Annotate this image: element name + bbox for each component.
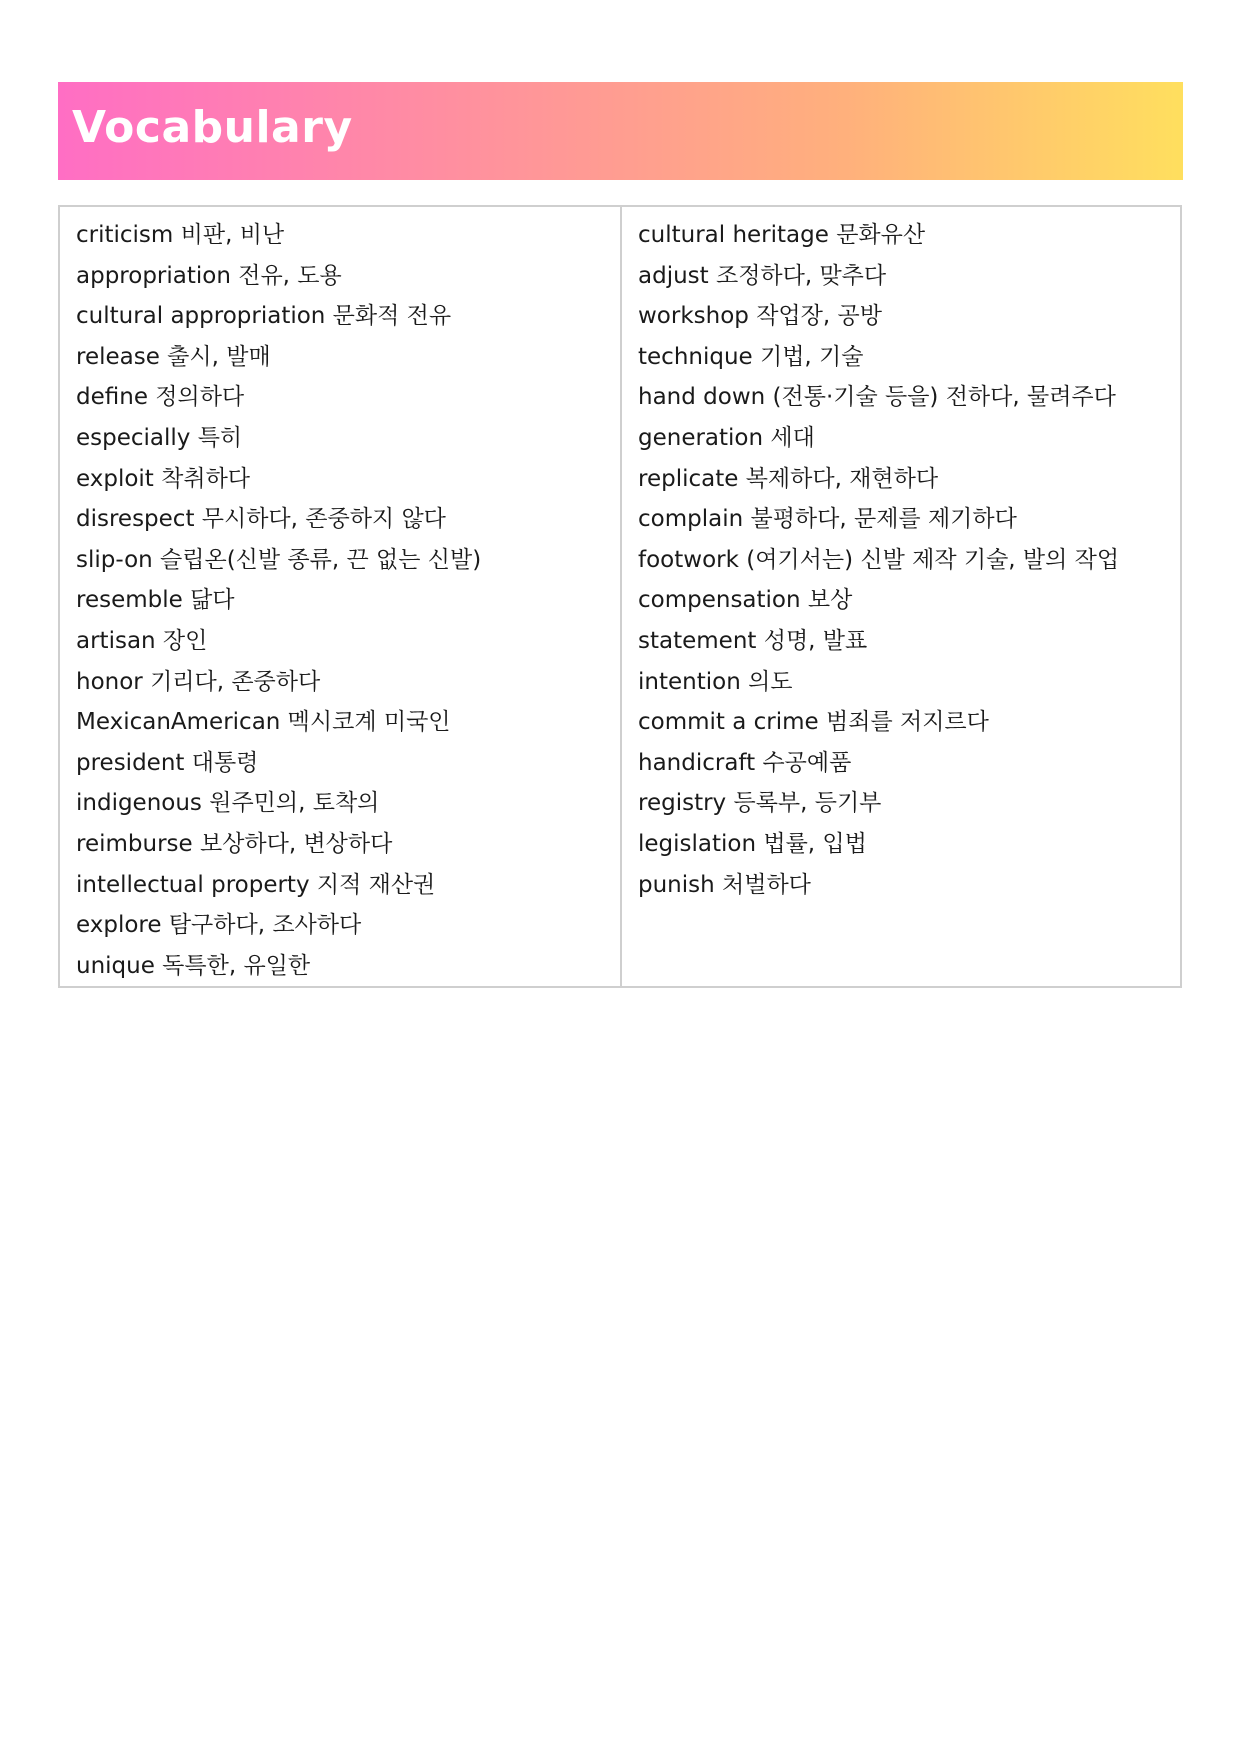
vocabulary-item: appropriation 전유, 도용	[76, 262, 342, 289]
vocabulary-item: disrespect 무시하다, 존중하지 않다	[76, 506, 446, 533]
vocabulary-item: especially 특히	[76, 424, 243, 451]
vocabulary-item: MexicanAmerican 멕시코계 미국인	[76, 709, 451, 736]
vocabulary-item: release 출시, 발매	[76, 343, 271, 370]
vocabulary-item: exploit 착취하다	[76, 465, 251, 492]
vocabulary-item: workshop 작업장, 공방	[638, 303, 882, 330]
vocabulary-item: punish 처벌하다	[638, 871, 811, 898]
vocabulary-column-left	[60, 207, 620, 986]
vocabulary-item: handicraft 수공예품	[638, 749, 852, 776]
vocabulary-item: statement 성명, 발표	[638, 627, 868, 654]
vocabulary-item: reimburse 보상하다, 변상하다	[76, 830, 393, 857]
vocabulary-item: intention 의도	[638, 668, 793, 695]
vocabulary-item: indigenous 원주민의, 토착의	[76, 790, 380, 817]
vocabulary-item: legislation 법률, 입법	[638, 830, 867, 857]
vocabulary-item: slip-on 슬립온(신발 종류, 끈 없는 신발)	[76, 546, 482, 573]
vocabulary-item: compensation 보상	[638, 587, 853, 614]
vocabulary-item: cultural heritage 문화유산	[638, 222, 926, 248]
vocabulary-item: complain 불평하다, 문제를 제기하다	[638, 506, 1017, 533]
vocabulary-item: define 정의하다	[76, 384, 245, 411]
vocabulary-table	[58, 205, 1182, 988]
vocabulary-item: artisan 장인	[76, 627, 208, 654]
vocabulary-item: resemble 닮다	[76, 587, 235, 614]
vocabulary-item: intellectual property 지적 재산권	[76, 871, 436, 898]
vocabulary-item: cultural appropriation 문화적 전유	[76, 303, 452, 330]
vocabulary-item: technique 기법, 기술	[638, 343, 864, 370]
vocabulary-item: adjust 조정하다, 맞추다	[638, 262, 887, 289]
vocabulary-item: criticism 비판, 비난	[76, 222, 285, 248]
vocabulary-item: honor 기리다, 존중하다	[76, 668, 321, 695]
vocabulary-item: footwork (여기서는) 신발 제작 기술, 발의 작업	[638, 546, 1120, 573]
vocabulary-header-banner	[58, 82, 1183, 180]
vocabulary-item: replicate 복제하다, 재현하다	[638, 465, 939, 492]
vocabulary-item: generation 세대	[638, 424, 815, 451]
vocabulary-item: commit a crime 범죄를 저지르다	[638, 709, 989, 736]
page-title: Vocabulary	[72, 102, 353, 153]
vocabulary-column-right	[620, 207, 1180, 986]
vocabulary-item: registry 등록부, 등기부	[638, 790, 882, 817]
vocabulary-item: hand down (전통·기술 등을) 전하다, 물려주다	[638, 384, 1116, 411]
vocabulary-item: president 대통령	[76, 749, 259, 776]
vocabulary-item: explore 탐구하다, 조사하다	[76, 912, 362, 939]
vocabulary-item: unique 독특한, 유일한	[76, 952, 311, 979]
